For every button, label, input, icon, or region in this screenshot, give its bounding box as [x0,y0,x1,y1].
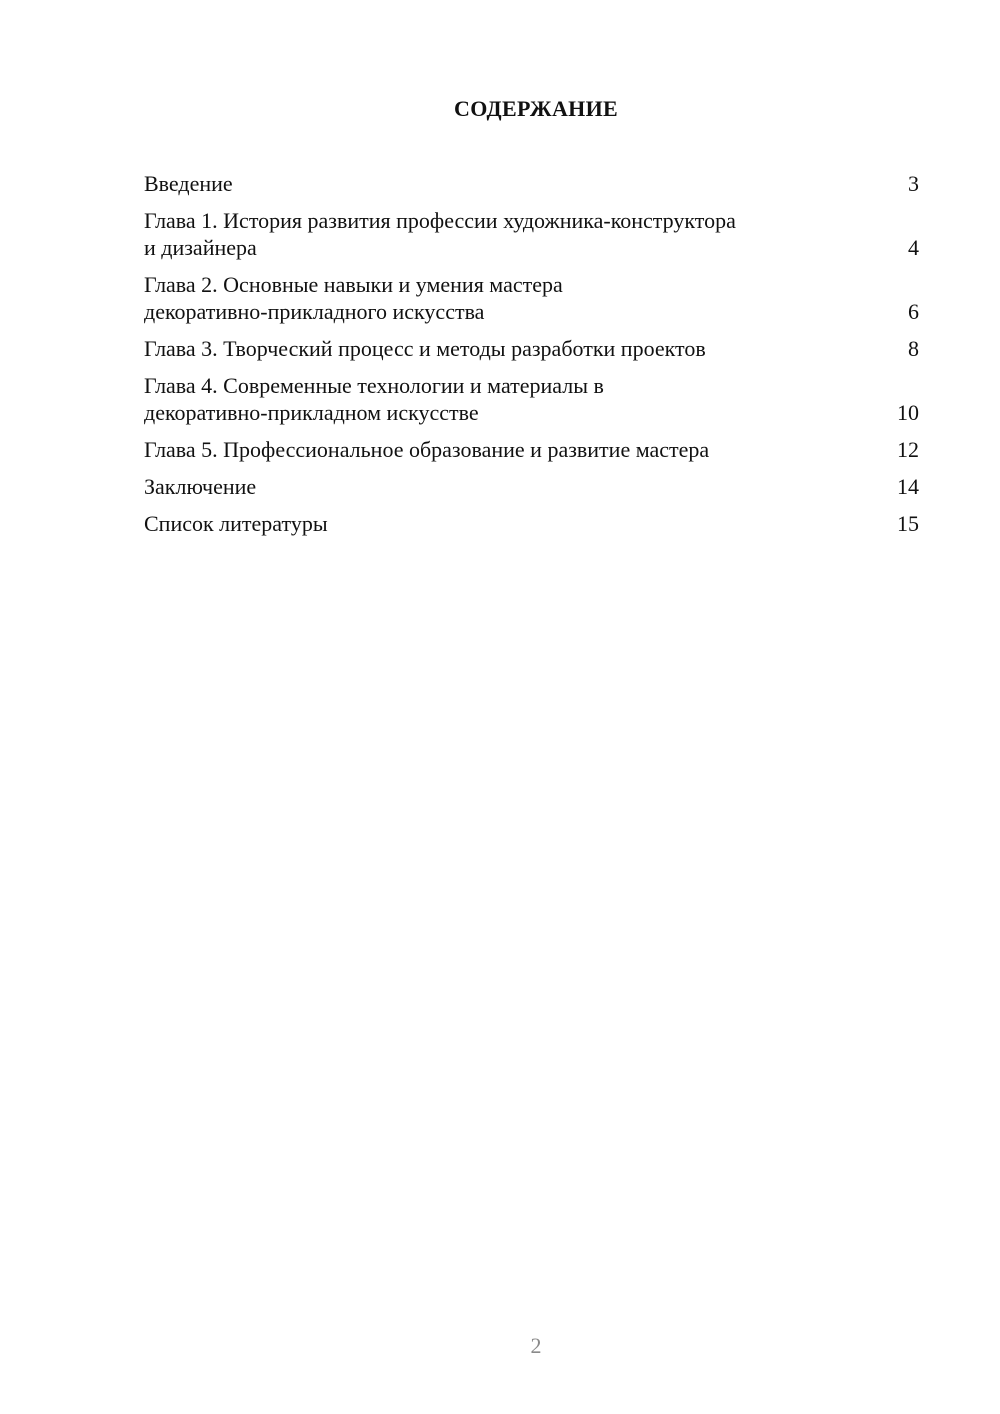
toc-entry-references [144,510,919,537]
toc-entry-label [144,372,897,426]
toc-entry-label-line: и дизайнера [144,235,257,260]
toc-entry-label [144,473,897,500]
toc-entry-label-line: декоративно-прикладном искусстве [144,400,479,425]
toc-entry-label-line: Глава 1. История развития профессии художника-конструктора [144,208,736,233]
toc-entry-chapter-2 [144,271,919,325]
toc-entry-label-line: Список литературы [144,511,328,536]
toc-entry-page: 12 [897,437,919,462]
toc-entry-chapter-3 [144,335,919,362]
toc-entry-page: 3 [908,171,919,196]
toc-entry-label [144,271,908,325]
toc-entry-label-line: Глава 5. Профессиональное образование и развитие мастера [144,437,710,462]
page-number: 2 [530,1333,542,1358]
toc-entry-chapter-1 [144,207,919,261]
toc-entry-page: 14 [897,474,919,499]
toc-entry-conclusion [144,473,919,500]
toc-entry-label-line: декоративно-прикладного искусства [144,299,485,324]
table-of-contents [144,170,919,547]
toc-entry-label [144,207,908,261]
toc-entry-label-line: Введение [144,171,233,196]
toc-entry-chapter-4 [144,372,919,426]
toc-entry-page: 6 [908,299,919,324]
toc-entry-page: 4 [908,235,919,260]
toc-entry-label [144,170,908,197]
toc-entry-chapter-5 [144,436,919,463]
toc-entry-label [144,436,897,463]
page-title: СОДЕРЖАНИЕ [454,96,618,121]
toc-entry-page: 8 [908,336,919,361]
toc-entry-label [144,510,897,537]
toc-entry-introduction [144,170,919,197]
toc-entry-label [144,335,908,362]
toc-entry-label-line: Глава 4. Современные технологии и материалы в [144,373,604,398]
toc-entry-page: 10 [897,400,919,425]
toc-entry-label-line: Глава 3. Творческий процесс и методы разработки проектов [144,336,706,361]
toc-entry-page: 15 [897,511,919,536]
toc-entry-label-line: Глава 2. Основные навыки и умения мастера [144,272,563,297]
toc-entry-label-line: Заключение [144,474,257,499]
